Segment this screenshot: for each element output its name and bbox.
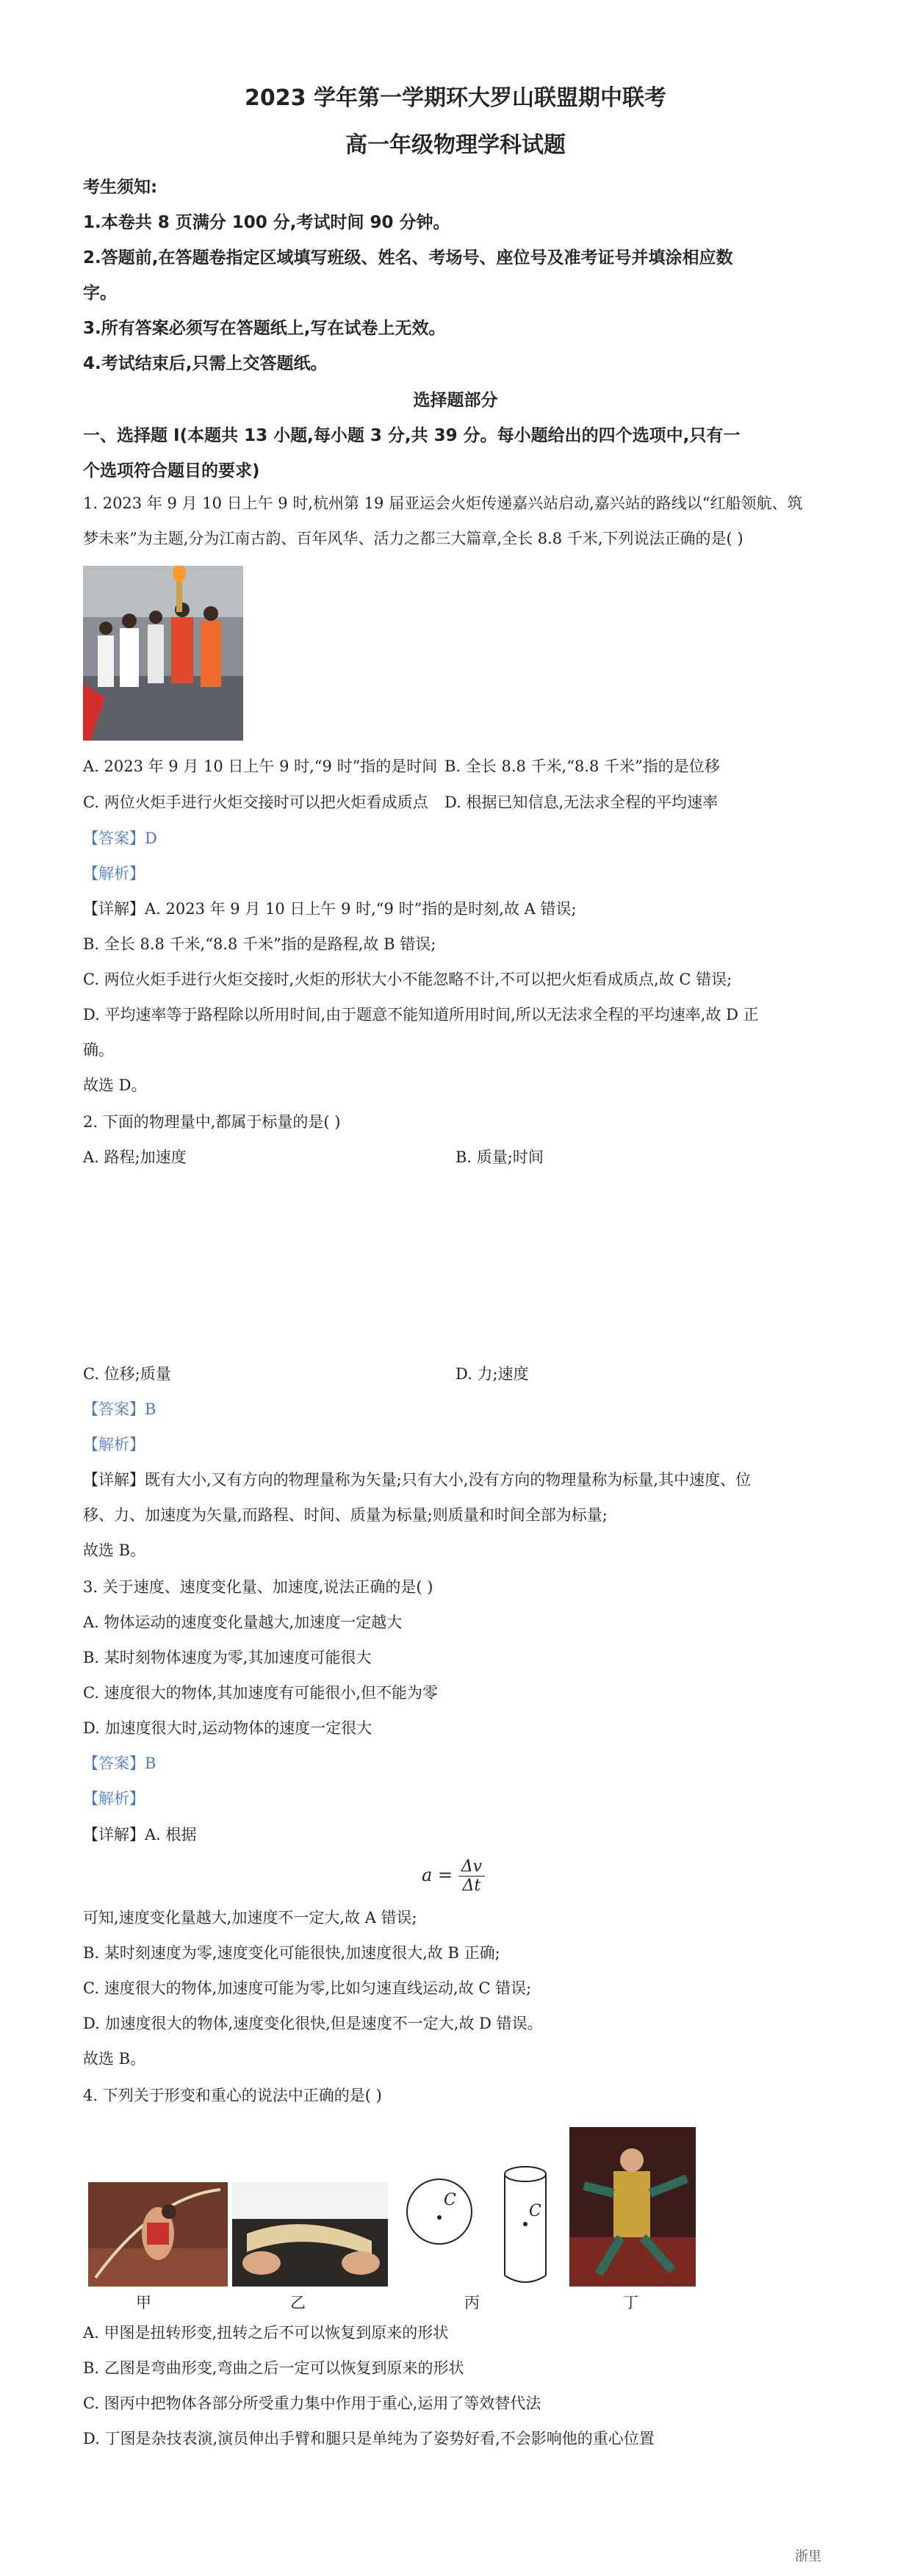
detail-line: 【详解】A. 2023 年 9 月 10 日上午 9 时,“9 时”指的是时刻,故 A 错误; [83,900,577,918]
option-b: B. 质量;时间 [455,1148,544,1166]
detail-line: 确。 [83,1041,114,1059]
formula-numerator: Δv [458,1857,485,1877]
detail-line: B. 全长 8.8 千米,“8.8 千米”指的是路程,故 B 错误; [83,935,436,953]
notice-item: 字。 [83,284,117,303]
question-stem: 梦未来”为主题,分为江南古韵、百年风华、活力之都三大篇章,全长 8.8 千米,下列说法正确的是( ) [83,530,743,547]
notice-item: 2.答题前,在答题卷指定区域填写班级、姓名、考场号、座位号及准考证号并填涂相应数 [83,248,733,267]
figure-caption: 甲 [136,2294,151,2311]
option-a: A. 路程;加速度 [83,1148,187,1166]
c-label: C [529,2202,541,2220]
option-d: D. 根据已知信息,无法求全程的平均速率 [444,794,719,811]
exam-title: 2023 学年第一学期环大罗山联盟期中联考 [245,85,666,111]
option-d: D. 丁图是杂技表演,演员伸出手臂和腿只是单纯为了姿势好看,不会影响他的重心位置 [83,2430,655,2447]
footer-watermark: 浙里 [795,2549,821,2564]
option-c: C. 两位火炬手进行火炬交接时可以把火炬看成质点 [83,794,428,811]
analysis-label: 【解析】 [83,865,145,882]
acceleration-formula [422,1857,485,1895]
detail-line: 【详解】既有大小,又有方向的物理量称为矢量;只有大小,没有方向的物理量称为标量,其中速度、位 [83,1471,752,1489]
notice-item: 1.本卷共 8 页满分 100 分,考试时间 90 分钟。 [83,213,450,232]
analysis-label: 【解析】 [83,1790,145,1807]
formula-fraction [458,1857,485,1895]
c-label: C [444,2191,456,2209]
detail-line: 故选 D。 [83,1076,147,1094]
detail-line: 可知,速度变化量越大,加速度不一定大,故 A 错误; [83,1909,417,1926]
cylinder-center-of-gravity-diagram [500,2164,551,2289]
analysis-label: 【解析】 [83,1436,145,1453]
question-stem: 1. 2023 年 9 月 10 日上午 9 时,杭州第 19 届亚运会火炬传递嘉兴站启动,嘉兴站的路线以“红船领航、筑 [83,494,803,512]
option-a: A. 物体运动的速度变化量越大,加速度一定越大 [83,1613,403,1631]
detail-line: 故选 B。 [83,2050,146,2068]
detail-intro: 【详解】A. 根据 [83,1826,197,1843]
option-d: D. 力;速度 [455,1365,529,1383]
acrobat-photo [569,2127,696,2287]
option-b: B. 乙图是弯曲形变,弯曲之后一定可以恢复到原来的形状 [83,2359,464,2377]
figure-caption: 丙 [464,2294,480,2311]
option-c: C. 位移;质量 [83,1365,171,1383]
figure-caption: 丁 [623,2294,638,2311]
notice-heading: 考生须知: [83,178,158,197]
answer: 【答案】D [83,830,157,847]
option-c: C. 速度很大的物体,其加速度有可能很小,但不能为零 [83,1684,439,1702]
notice-item: 3.所有答案必须写在答题纸上,写在试卷上无效。 [83,319,446,338]
answer: 【答案】B [83,1755,156,1772]
part-instructions: 个选项符合题目的要求) [83,461,260,481]
question-stem: 2. 下面的物理量中,都属于标量的是( ) [83,1113,341,1131]
option-c: C. 图丙中把物体各部分所受重力集中作用于重心,运用了等效替代法 [83,2395,541,2412]
answer: 【答案】B [83,1400,156,1418]
detail-line: 故选 B。 [83,1541,146,1559]
option-b: B. 全长 8.8 千米,“8.8 千米”指的是位移 [444,758,720,775]
notice-item: 4.考试结束后,只需上交答题纸。 [83,354,328,373]
detail-line: D. 加速度很大的物体,速度变化很快,但是速度不一定大,故 D 错误。 [83,2015,543,2032]
circle-center-of-gravity-diagram [403,2175,476,2248]
question-stem: 3. 关于速度、速度变化量、加速度,说法正确的是( ) [83,1578,433,1596]
figure-caption: 乙 [290,2294,306,2311]
option-a: A. 2023 年 9 月 10 日上午 9 时,“9 时”指的是时间 [83,758,438,775]
option-b: B. 某时刻物体速度为零,其加速度可能很大 [83,1649,372,1666]
exam-subtitle: 高一年级物理学科试题 [345,132,566,158]
pole-vault-photo [88,2182,228,2287]
detail-line: B. 某时刻速度为零,速度变化可能很快,加速度很大,故 B 正确; [83,1944,500,1962]
formula-denominator: Δt [462,1877,481,1895]
detail-line: 移、力、加速度为矢量,而路程、时间、质量为标量;则质量和时间全部为标量; [83,1506,608,1524]
torch-relay-photo [83,566,243,741]
section-heading: 选择题部分 [413,391,498,410]
detail-line: C. 速度很大的物体,加速度可能为零,比如匀速直线运动,故 C 错误; [83,1979,532,1997]
part-instructions: 一、选择题 I(本题共 13 小题,每小题 3 分,共 39 分。每小题给出的四个选项中,只有一 [83,426,741,445]
option-a: A. 甲图是扭转形变,扭转之后不可以恢复到原来的形状 [83,2324,449,2342]
question-stem: 4. 下列关于形变和重心的说法中正确的是( ) [83,2087,382,2104]
dough-bending-photo [232,2182,388,2287]
detail-line: C. 两位火炬手进行火炬交接时,火炬的形状大小不能忽略不计,不可以把火炬看成质点,故 C 错误; [83,971,732,988]
detail-line: D. 平均速率等于路程除以所用时间,由于题意不能知道所用时间,所以无法求全程的平均速率,故 D 正 [83,1006,759,1023]
formula-lhs: a = [422,1865,453,1885]
option-d: D. 加速度很大时,运动物体的速度一定很大 [83,1719,372,1737]
